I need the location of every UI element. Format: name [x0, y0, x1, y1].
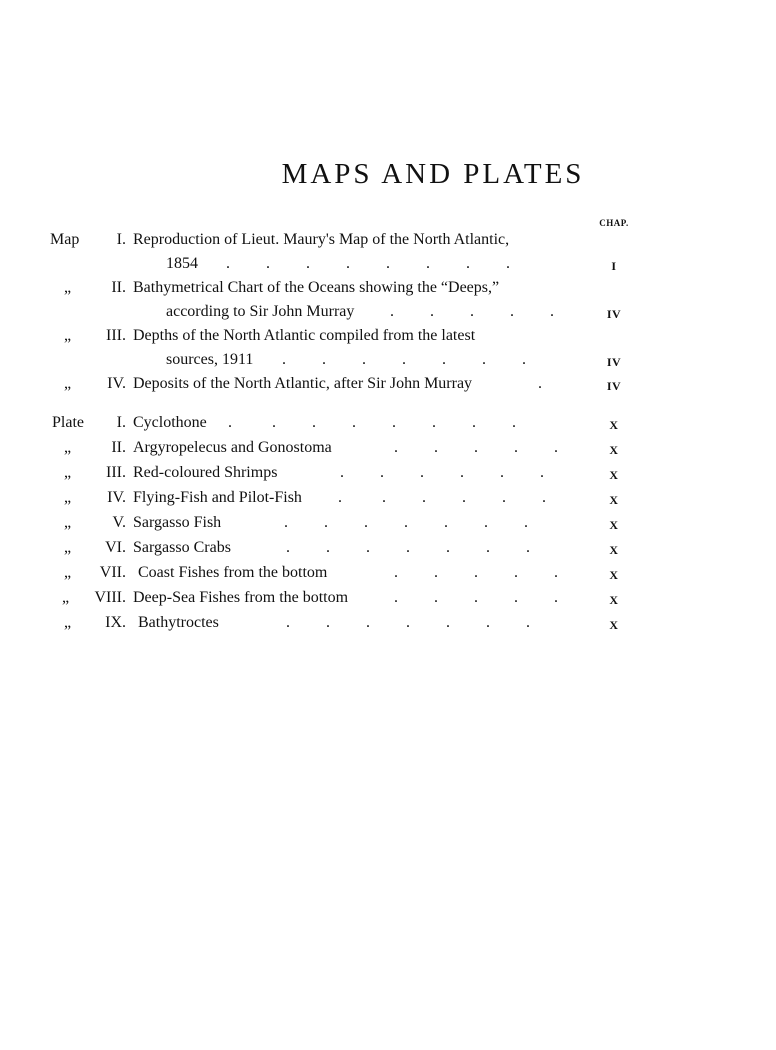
entry-title: Bathytroctes	[138, 614, 219, 631]
plate-entry-7	[0, 563, 776, 587]
entry-chapter: X	[609, 618, 619, 632]
leader-dots: . . . . .	[394, 439, 558, 456]
entry-number: IX.	[105, 614, 126, 631]
entry-prefix: „	[64, 489, 72, 506]
entry-title: Reproduction of Lieut. Maury's Map of the North Atlantic,	[133, 231, 510, 248]
plate-entry-8	[0, 588, 776, 612]
entry-prefix: „	[64, 439, 72, 456]
leader-dots: . . . . . . .	[286, 539, 530, 556]
entry-number: III.	[106, 327, 126, 344]
entry-number: VII.	[99, 564, 126, 581]
plate-entry-1	[0, 413, 776, 437]
entry-chapter: X	[609, 593, 619, 607]
entry-chapter: X	[609, 418, 619, 432]
entry-title: Bathymetrical Chart of the Oceans showing the “Deeps,”	[133, 279, 500, 296]
leader-dots: . . . . . . .	[282, 351, 526, 368]
leader-dots: .	[538, 375, 542, 392]
entry-prefix: „	[64, 375, 72, 392]
entry-number: II.	[111, 279, 126, 296]
leader-dots: . . . . . . .	[284, 514, 528, 531]
entry-prefix: „	[64, 564, 72, 581]
page-title: MAPS AND PLATES	[281, 158, 585, 190]
leader-dots: . . . . . . .	[286, 614, 530, 631]
entry-number: I.	[116, 414, 126, 431]
entry-title-continued: 1854	[166, 255, 198, 272]
entry-chapter: X	[609, 518, 619, 532]
entry-title-continued: sources, 1911	[166, 351, 254, 368]
map-entry-3	[0, 326, 776, 374]
entry-title-continued: according to Sir John Murray	[166, 303, 355, 320]
leader-dots: . . . . . .	[340, 464, 544, 481]
entry-number: II.	[111, 439, 126, 456]
entry-prefix: „	[64, 514, 72, 531]
leader-dots: . . . . . . . .	[226, 255, 510, 272]
entry-title: Depths of the North Atlantic compiled from the latest	[133, 327, 476, 344]
entry-prefix: „	[64, 464, 72, 481]
map-entry-4	[0, 374, 776, 398]
leader-dots: . . . . .	[394, 589, 558, 606]
entry-number: IV.	[107, 489, 126, 506]
entry-title: Argyropelecus and Gonostoma	[133, 439, 332, 456]
entry-number: VIII.	[94, 589, 126, 606]
leader-dots: . . . . . .	[338, 489, 546, 506]
entry-number: IV.	[107, 375, 126, 392]
entry-prefix: „	[64, 279, 72, 296]
plate-entry-9	[0, 613, 776, 637]
entry-prefix: „	[64, 539, 72, 556]
entry-chapter: X	[609, 468, 619, 482]
entry-prefix: Map	[50, 231, 80, 248]
leader-dots: . . . . . . . .	[228, 414, 516, 431]
chapter-column-header: CHAP.	[599, 218, 629, 228]
entry-prefix: „	[62, 589, 70, 606]
entry-title: Deep-Sea Fishes from the bottom	[133, 589, 349, 606]
entry-chapter: IV	[606, 307, 622, 321]
entry-chapter: X	[609, 443, 619, 457]
map-entry-2	[0, 278, 776, 326]
entry-prefix: „	[64, 327, 72, 344]
leader-dots: . . . . .	[394, 564, 558, 581]
entry-number: III.	[106, 464, 126, 481]
entry-number: V.	[112, 514, 126, 531]
plate-entry-3	[0, 463, 776, 487]
entry-prefix: „	[64, 614, 72, 631]
plate-entry-5	[0, 513, 776, 537]
entry-title: Deposits of the North Atlantic, after Sir John Murray	[133, 375, 473, 392]
entry-title: Cyclothone	[133, 414, 207, 431]
entry-chapter: X	[609, 568, 619, 582]
entry-chapter: IV	[606, 379, 622, 393]
entry-prefix: Plate	[52, 414, 84, 431]
plate-entry-6	[0, 538, 776, 562]
entry-chapter: X	[609, 493, 619, 507]
entry-number: I.	[116, 231, 126, 248]
entry-chapter: X	[609, 543, 619, 557]
entry-number: VI.	[105, 539, 126, 556]
map-entry-1	[0, 230, 776, 278]
entry-title: Sargasso Fish	[133, 514, 222, 531]
entry-title: Coast Fishes from the bottom	[138, 564, 328, 581]
entry-title: Flying-Fish and Pilot-Fish	[133, 489, 302, 506]
entry-title: Red-coloured Shrimps	[133, 464, 278, 481]
plate-entry-2	[0, 438, 776, 462]
leader-dots: . . . . .	[390, 303, 554, 320]
entry-chapter: I	[611, 259, 617, 273]
plate-entry-4	[0, 488, 776, 512]
entry-title: Sargasso Crabs	[133, 539, 231, 556]
entry-chapter: IV	[606, 355, 622, 369]
